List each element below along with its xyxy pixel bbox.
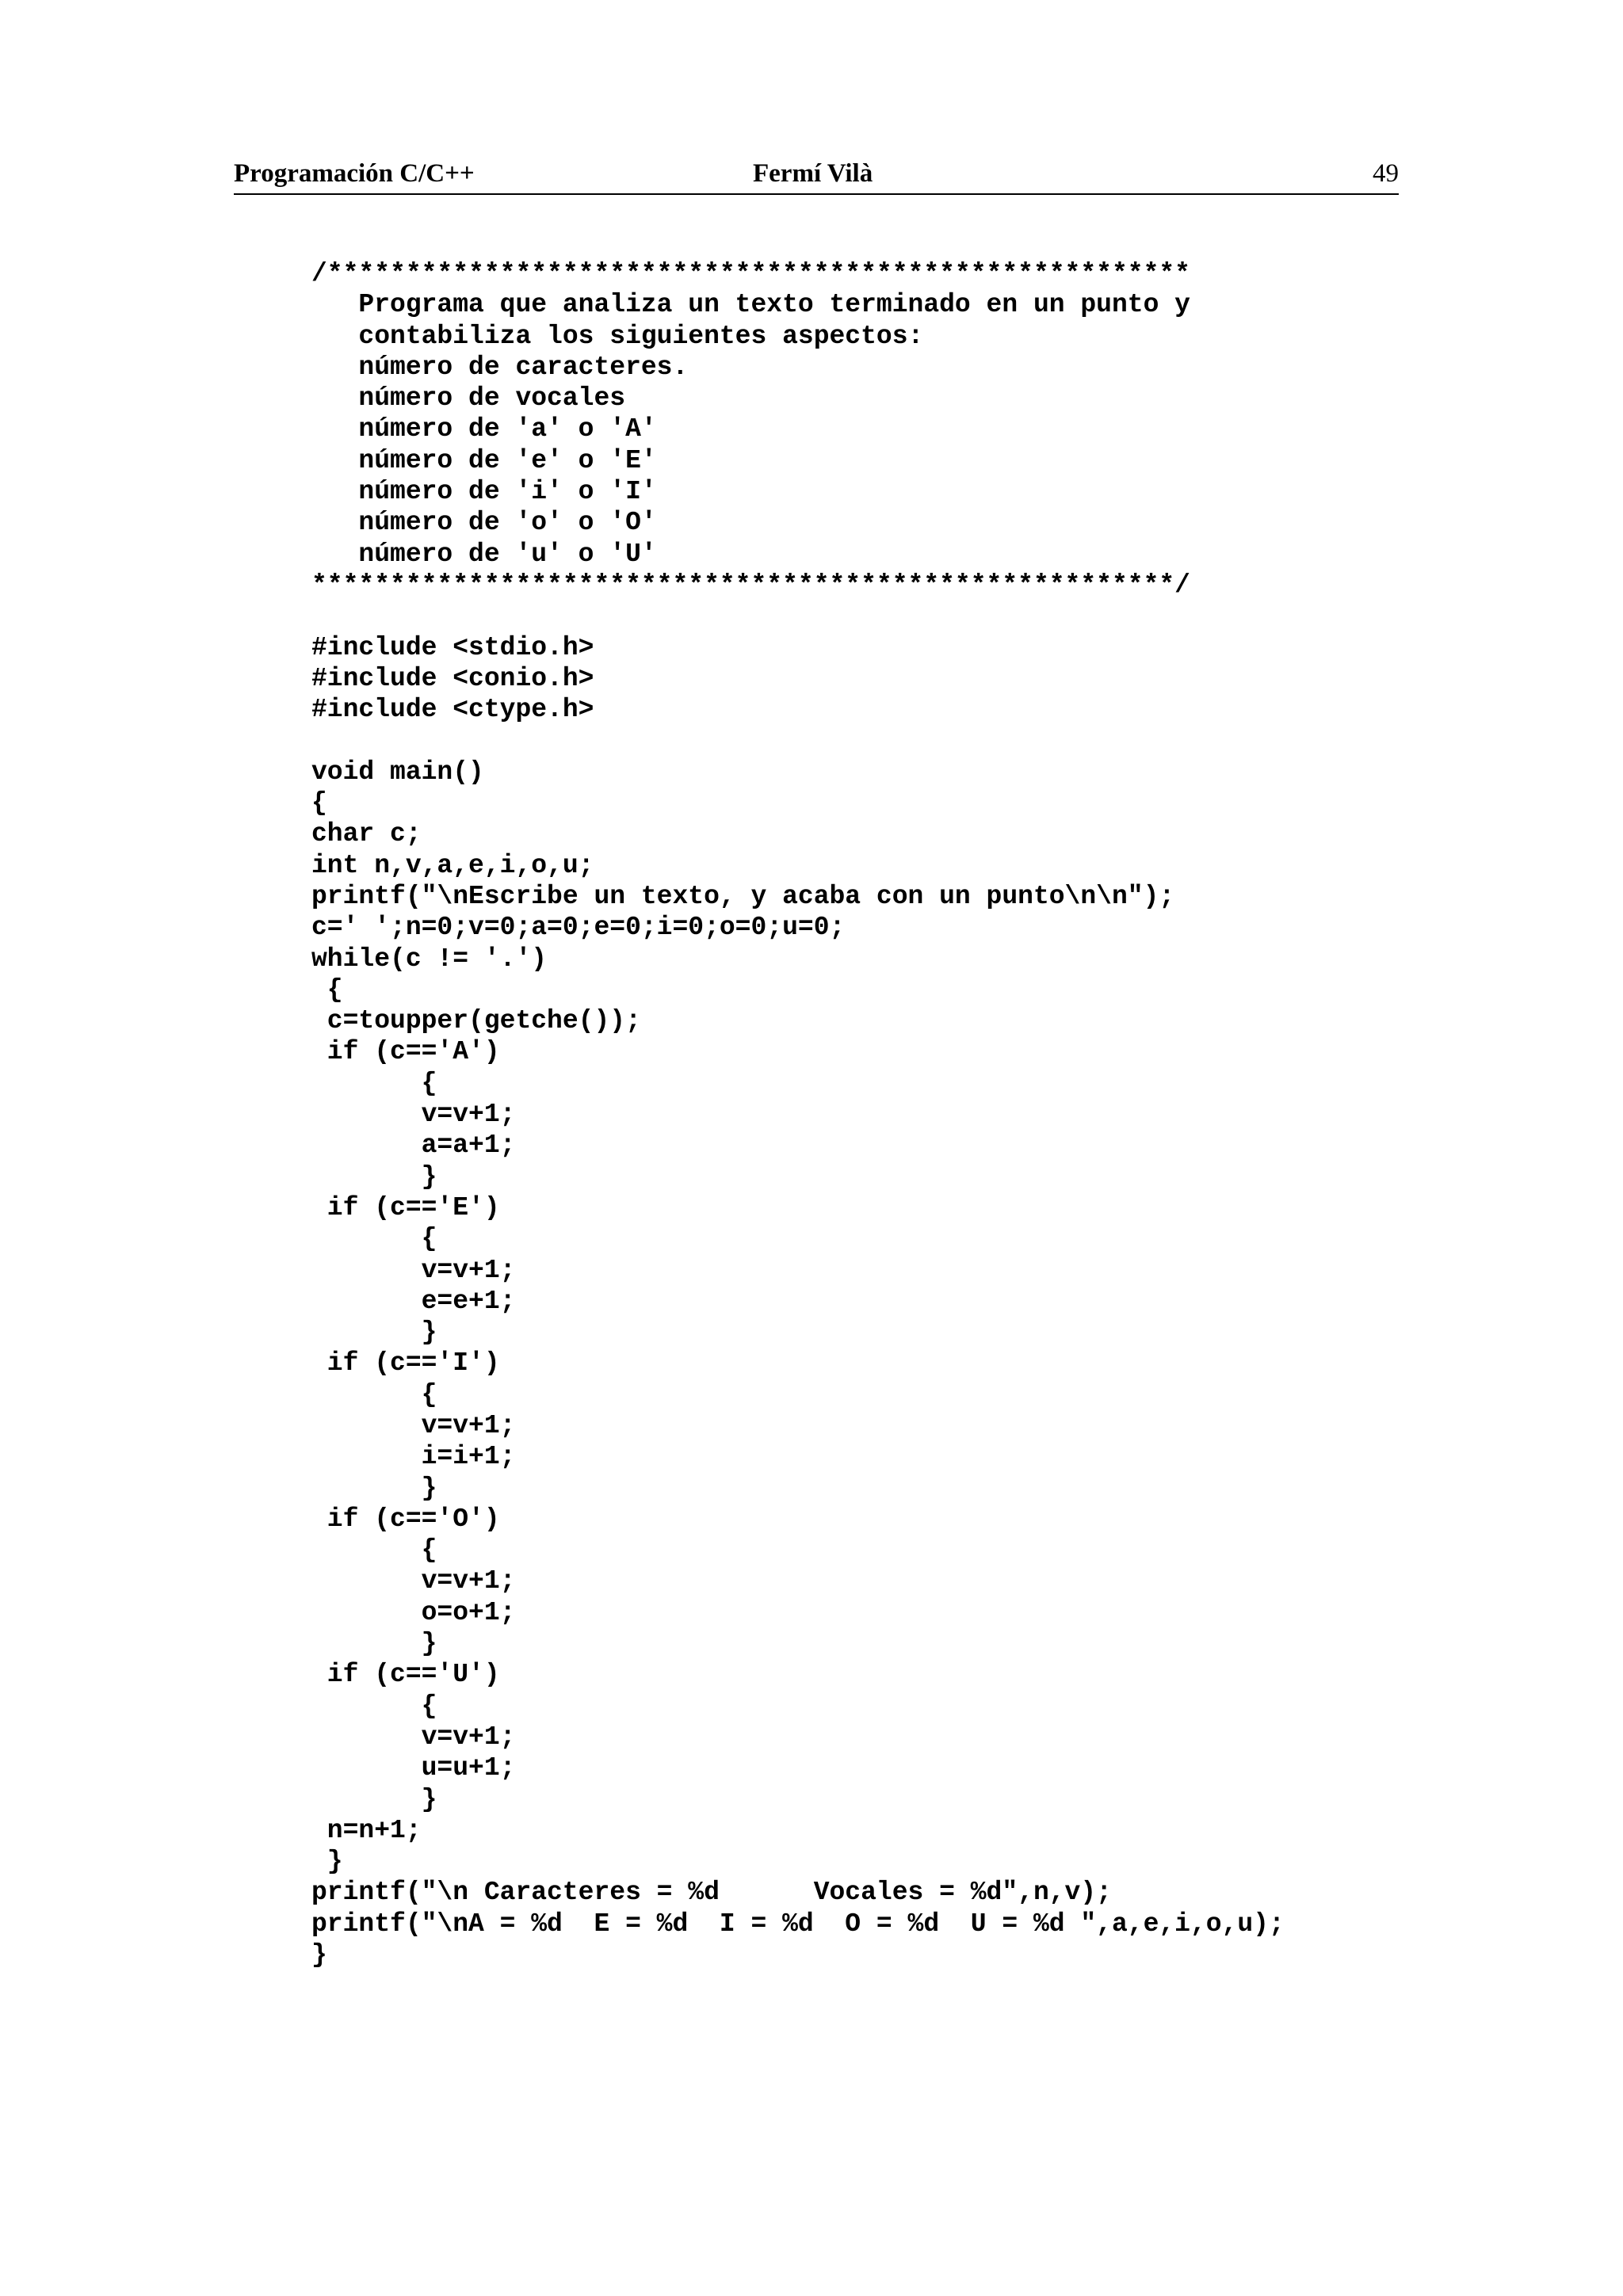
code-line: #include <stdio.h> [311,632,594,662]
code-line: } [311,1473,437,1503]
code-line: número de 'o' o 'O' [311,508,657,538]
code-line: Programa que analiza un texto terminado en un punto y [311,290,1190,320]
code-line: if (c=='U') [311,1660,500,1690]
code-line: v=v+1; [311,1100,516,1130]
code-line: } [311,1161,437,1192]
code-listing [311,258,1285,1970]
code-line: c=' ';n=0;v=0;a=0;e=0;i=0;o=0;u=0; [311,913,846,943]
code-line: n=n+1; [311,1815,422,1845]
code-line: { [311,1224,437,1254]
code-line: u=u+1; [311,1753,516,1783]
code-line: i=i+1; [311,1442,516,1472]
code-line: printf("\nEscribe un texto, y acaba con un punto\n\n"); [311,881,1175,911]
code-line: } [311,1847,343,1877]
code-line: #include <conio.h> [311,663,594,693]
code-line: /******************************************************* [311,259,1190,288]
code-line: a=a+1; [311,1131,516,1161]
code-line: } [311,1629,437,1659]
code-line: } [311,1784,437,1814]
code-line: número de vocales [311,383,626,414]
code-line: int n,v,a,e,i,o,u; [311,850,594,880]
code-line: c=toupper(getche()); [311,1006,641,1036]
code-line: { [311,1691,437,1721]
code-line: if (c=='O') [311,1504,500,1534]
author-name: Fermí Vilà [753,159,873,188]
code-line: número de caracteres. [311,352,689,382]
code-line: número de 'i' o 'I' [311,477,657,507]
code-line: contabiliza los siguientes aspectos: [311,321,924,351]
code-line: #include <ctype.h> [311,695,594,725]
book-title: Programación C/C++ [234,159,475,188]
code-line: número de 'u' o 'U' [311,539,657,569]
code-line: char c; [311,819,422,849]
code-line: o=o+1; [311,1597,516,1627]
code-line: número de 'a' o 'A' [311,414,657,444]
code-line: if (c=='I') [311,1348,500,1379]
code-line: while(c != '.') [311,944,548,974]
code-line: v=v+1; [311,1255,516,1285]
code-line: { [311,974,343,1005]
code-line: { [311,1535,437,1566]
code-line: if (c=='E') [311,1192,500,1222]
code-line: if (c=='A') [311,1037,500,1067]
code-line: número de 'e' o 'E' [311,445,657,475]
code-line: v=v+1; [311,1410,516,1440]
code-line: } [311,1318,437,1348]
code-line: { [311,788,327,818]
code-line [311,601,1285,631]
code-line: printf("\nA = %d E = %d I = %d O = %d U = %d ",a,e,i,o,u); [311,1909,1285,1939]
code-line: { [311,1068,437,1098]
code-line: void main() [311,757,484,787]
code-line: { [311,1379,437,1409]
page-header [234,155,1399,195]
code-line [311,725,1285,756]
code-line: e=e+1; [311,1286,516,1316]
code-line: } [311,1940,327,1970]
code-line: v=v+1; [311,1566,516,1596]
code-line: v=v+1; [311,1722,516,1752]
page-number: 49 [1373,159,1399,188]
code-line: *******************************************************/ [311,570,1190,600]
code-line: printf("\n Caracteres = %d Vocales = %d",n,v); [311,1878,1112,1908]
